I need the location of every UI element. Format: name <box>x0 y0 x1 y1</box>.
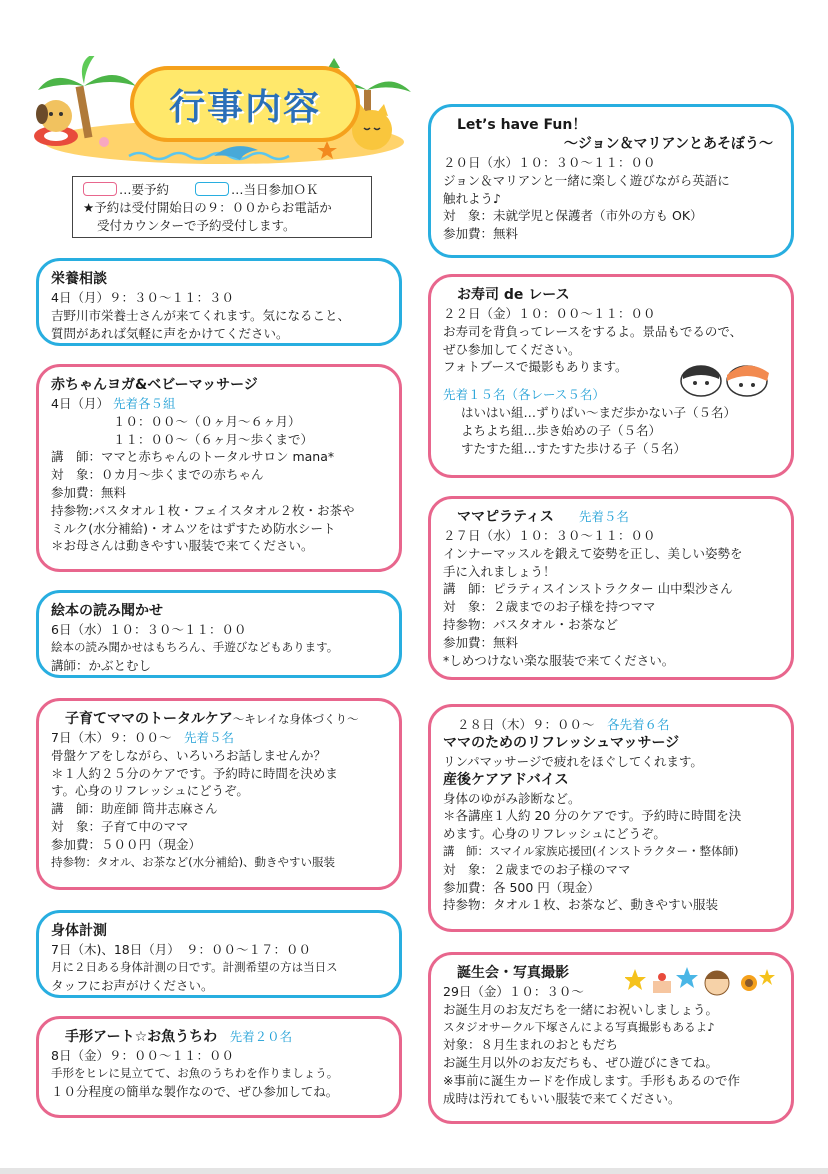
event-card-ehon <box>36 590 402 678</box>
event-line: インナーマッスルを鍛えて姿勢を正し、美しい姿勢を <box>443 545 743 561</box>
event-date: 7日（木）９：００～ <box>51 730 172 745</box>
event-card-fun <box>428 104 794 258</box>
event-line: 持参物：バスタオル・お茶など <box>443 616 619 632</box>
sushi-characters-icon <box>677 355 773 399</box>
event-line: 講 師：助産師 筒井志麻さん <box>51 801 218 817</box>
event-line: 8日（金）９：００～１１：００ <box>51 1048 234 1063</box>
event-line: お誕生月以外のお友だちも、ぜひ遊びにきてね。 <box>443 1055 719 1071</box>
event-date-row <box>51 395 387 413</box>
event-line: 持参物：タオル１枚、お茶など、動きやすい服装 <box>443 897 719 913</box>
event-title: 赤ちゃんヨガ&ベビーマッサージ <box>51 377 258 393</box>
event-card-pilates <box>428 496 794 680</box>
event-line: 参加費：無料 <box>443 226 519 242</box>
legend-note-2: 受付カウンターで予約受付します。 <box>97 218 296 233</box>
event-line: １０分程度の簡単な製作なので、ぜひ参加してね。 <box>51 1083 339 1099</box>
event-line: フォトブースで撮影もあります。 <box>443 359 628 375</box>
event-card-refresh <box>428 704 794 932</box>
capacity-badge: 先着５名 <box>578 509 629 524</box>
event-title: 栄養相談 <box>51 271 107 287</box>
event-title: 絵本の読み聞かせ <box>51 603 163 619</box>
event-line: ２２日（金）１０：００～１１：００ <box>443 306 656 321</box>
event-line: ジョン＆マリアンと一緒に楽しく遊びながら英語に <box>443 172 730 188</box>
event-line: 7日（木)、18日（月） ９：００～１７：００ <box>51 942 311 957</box>
event-subtitle: ～キレイな身体づくり～ <box>232 712 359 726</box>
capacity-badge: 先着１５名（各レース５名） <box>443 387 605 403</box>
event-title: 産後ケアアドバイス <box>443 771 569 788</box>
header-illustration <box>34 56 414 168</box>
event-line: ※事前に誕生カードを作成します。手形もあるので作 <box>443 1072 740 1088</box>
event-line: 29日（金）１０：３０～ <box>443 984 584 999</box>
event-title: ママのためのリフレッシュマッサージ <box>443 734 680 751</box>
event-line: 身体のゆがみ診断など。 <box>443 790 581 806</box>
event-title-row <box>443 508 779 527</box>
walkin-swatch-icon <box>195 182 229 196</box>
legend-walkin: …当日参加ＯＫ <box>231 182 319 197</box>
event-line: 対 象：未就学児と保護者（市外の方も OK） <box>443 208 703 224</box>
event-line: 参加費：無料 <box>51 484 127 500</box>
event-line: 対 象：子育て中のママ <box>51 818 189 834</box>
event-line: 手形をヒレに見立てて、お魚のうちわを作りましょう。 <box>51 1065 339 1080</box>
capacity-badge: 先着各５組 <box>112 396 176 411</box>
event-title: 子育てママのトータルケア <box>65 711 233 727</box>
event-line: 参加費：各 500 円（現金） <box>443 879 600 895</box>
capacity-badge: 各先着６名 <box>607 717 670 732</box>
event-line: お寿司を背負ってレースをするよ。景品もでるので、 <box>443 323 743 339</box>
event-line: 4日（月）９：３０～１１：３０ <box>51 290 234 305</box>
event-line: 対 象：０カ月～歩くまでの赤ちゃん <box>51 467 264 483</box>
event-card-birthday <box>428 952 794 1124</box>
event-title-row <box>51 1028 387 1047</box>
event-card-tegata <box>36 1016 402 1118</box>
event-line: タッフにお声がけください。 <box>51 977 214 993</box>
event-line: ＊お母さんは動きやすい服装で来てください。 <box>51 538 314 554</box>
event-title-row <box>51 710 387 729</box>
event-date: ２８日（木）９：００～ <box>457 717 595 732</box>
event-line: 参加費：５００円（現金） <box>51 836 202 852</box>
event-line: お誕生月のお友だちを一緒にお祝いしましょう。 <box>443 1001 719 1017</box>
legend-row <box>83 181 361 199</box>
event-card-care <box>36 698 402 890</box>
event-line: ＊各講座１人約 20 分のケアです。予約時に時間を決 <box>443 808 742 824</box>
event-title: 誕生会・写真撮影 <box>457 965 569 981</box>
capacity-badge: 先着２０名 <box>229 1029 293 1044</box>
event-title: 身体計測 <box>51 923 107 939</box>
capacity-badge: 先着５名 <box>183 730 234 745</box>
event-line: ぜひ参加してください。 <box>443 341 581 357</box>
event-subtitle: ～ジョン＆マリアンとあそぼう～ <box>563 136 773 152</box>
event-date-row <box>443 716 779 734</box>
event-line: 対象：８月生まれのおともだち <box>443 1037 619 1053</box>
event-card-sushi <box>428 274 794 478</box>
event-date: 4日（月） <box>51 396 109 411</box>
event-line: 月に２日ある身体計測の日です。計測希望の方は当日ス <box>51 959 338 974</box>
party-decorations-icon <box>625 963 775 999</box>
title-banner <box>130 66 360 142</box>
event-line: 対 象：２歳までのお子様を持つママ <box>443 599 656 615</box>
event-line: ２７日（水）１０：３０～１１：００ <box>443 528 656 543</box>
event-line: 触れよう♪ <box>443 190 501 206</box>
event-line: １１：００～（６ヶ月～歩くまで） <box>113 431 314 447</box>
event-line: リンパマッサージで疲れをほぐしてくれます。 <box>443 753 703 769</box>
reserve-swatch-icon <box>83 182 117 196</box>
event-line: 講 師：スマイル家族応援団(インストラクター・整体師) <box>443 843 739 858</box>
event-line: *しめつけない楽な服装で来てください。 <box>443 652 675 668</box>
event-line: ミルク(水分補給)・オムツをはずすため防水シート <box>51 520 336 536</box>
event-line: す。心身のリフレッシュにどうぞ。 <box>51 783 249 799</box>
event-line: 質問があれば気軽に声をかけてください。 <box>51 325 289 341</box>
event-line: ＊１人約２５分のケアです。予約時に時間を決めま <box>51 765 338 781</box>
event-title: Let’s have Fun！ <box>457 117 587 133</box>
event-card-yoga <box>36 364 402 572</box>
event-line: 参加費：無料 <box>443 634 519 650</box>
page-title: 行事内容 <box>168 85 321 128</box>
event-title: お寿司 de レース <box>457 287 570 303</box>
legend-box <box>72 176 372 238</box>
event-line: 骨盤ケアをしながら、いろいろお話しませんか？ <box>51 747 327 763</box>
event-card-eiyo <box>36 258 402 346</box>
legend-note-1: ★予約は受付開始日の９：００からお電話か <box>83 200 332 215</box>
event-date-row <box>51 729 387 747</box>
event-line: めます。心身のリフレッシュにどうぞ。 <box>443 826 666 842</box>
event-title: ママピラティス <box>457 509 554 525</box>
legend-reserve: …要予約 <box>119 182 170 197</box>
event-line: １０：００～（０ヶ月～６ヶ月） <box>113 413 301 429</box>
event-line: 手に入れましょう！ <box>443 563 556 579</box>
event-line: 6日（水）１０：３０～１１：００ <box>51 622 247 637</box>
page-bottom-edge <box>0 1168 828 1174</box>
event-line: 講 師：ピラティスインストラクター 山中梨沙さん <box>443 581 733 597</box>
event-line: 持参物：タオル、お茶など(水分補給)、動きやすい服装 <box>51 854 336 869</box>
event-line: 成時は汚れてもいい服装で来てください。 <box>443 1090 681 1106</box>
event-line: 吉野川市栄養士さんが来てくれます。気になること、 <box>51 307 351 323</box>
event-line: 講師：かぶとむし <box>51 657 152 673</box>
event-card-sokutei <box>36 910 402 998</box>
event-line: 対 象：２歳までのお子様のママ <box>443 861 631 877</box>
event-line: 絵本の読み聞かせはもちろん、手遊びなどもあります。 <box>51 639 339 654</box>
event-title: 手形アート☆お魚うちわ <box>65 1029 218 1045</box>
group-item: よちよち組…歩き始めの子（５名） <box>461 422 662 438</box>
event-line: スタジオサークル下塚さんによる写真撮影もあるよ♪ <box>443 1019 715 1034</box>
event-line: 持参物:バスタオル１枚・フェイスタオル２枚・お茶や <box>51 502 355 518</box>
event-line: 講 師：ママと赤ちゃんのトータルサロン mana* <box>51 449 335 465</box>
group-item: すたすた組…すたすた歩ける子（５名） <box>461 440 687 456</box>
event-line: ２０日（水）１０：３０～１１：００ <box>443 155 656 170</box>
group-item: はいはい組…ずりばい～まだ歩かない子（５名） <box>461 404 737 420</box>
